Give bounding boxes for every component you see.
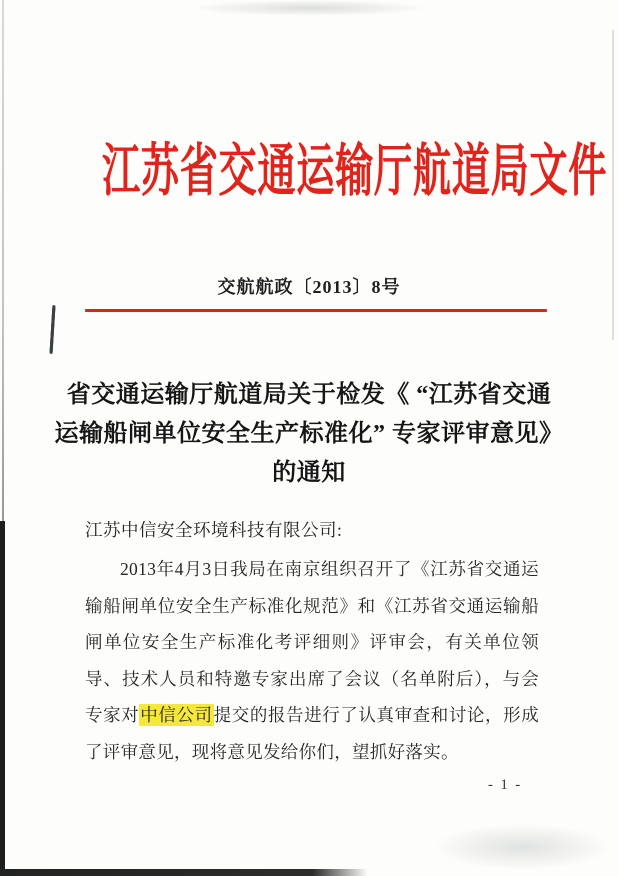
- page-number: - 1 -: [488, 777, 523, 793]
- scan-smudge-bottom-right: [432, 824, 612, 870]
- red-separator-rule: [85, 309, 547, 312]
- paragraph-text-before: 2013年4月3日我局在南京组织召开了《江苏省交通运输船闸单位安全生产标准化规范》和《江苏省交通运输船闸单位安全生产标准化考评细则》评审会，有关单位领导、技术人员和特邀专家出席了会议（名单附后），与会专家对: [85, 559, 539, 725]
- notice-title-line-2: 运输船闸单位安全生产标准化” 专家评审意见》: [54, 421, 564, 447]
- notice-title-line-1: 省交通运输厅航道局关于检发《 “江苏省交通: [66, 382, 552, 408]
- paragraph-text-after: 提交的报告进行了认真审查和讨论，形成了评审意见，现将意见发给你们，望抓好落实。: [85, 705, 540, 762]
- body-paragraph: [85, 551, 539, 770]
- salutation: 江苏中信安全环境科技有限公司:: [85, 520, 343, 540]
- notice-title-line-3: 的通知: [272, 460, 346, 486]
- pen-mark: [50, 306, 56, 353]
- highlighted-company-name: 中信公司: [140, 705, 213, 725]
- document-number: 交航航政〔2013〕8号: [217, 277, 401, 297]
- notice-title: [0, 376, 618, 493]
- scan-edge-left-shadow: [0, 521, 5, 876]
- scan-smudge-top: [190, 0, 430, 16]
- letterhead-title: 江苏省交通运输厅航道局文件: [101, 140, 608, 203]
- scan-edge-bottom-shadow: [0, 869, 368, 876]
